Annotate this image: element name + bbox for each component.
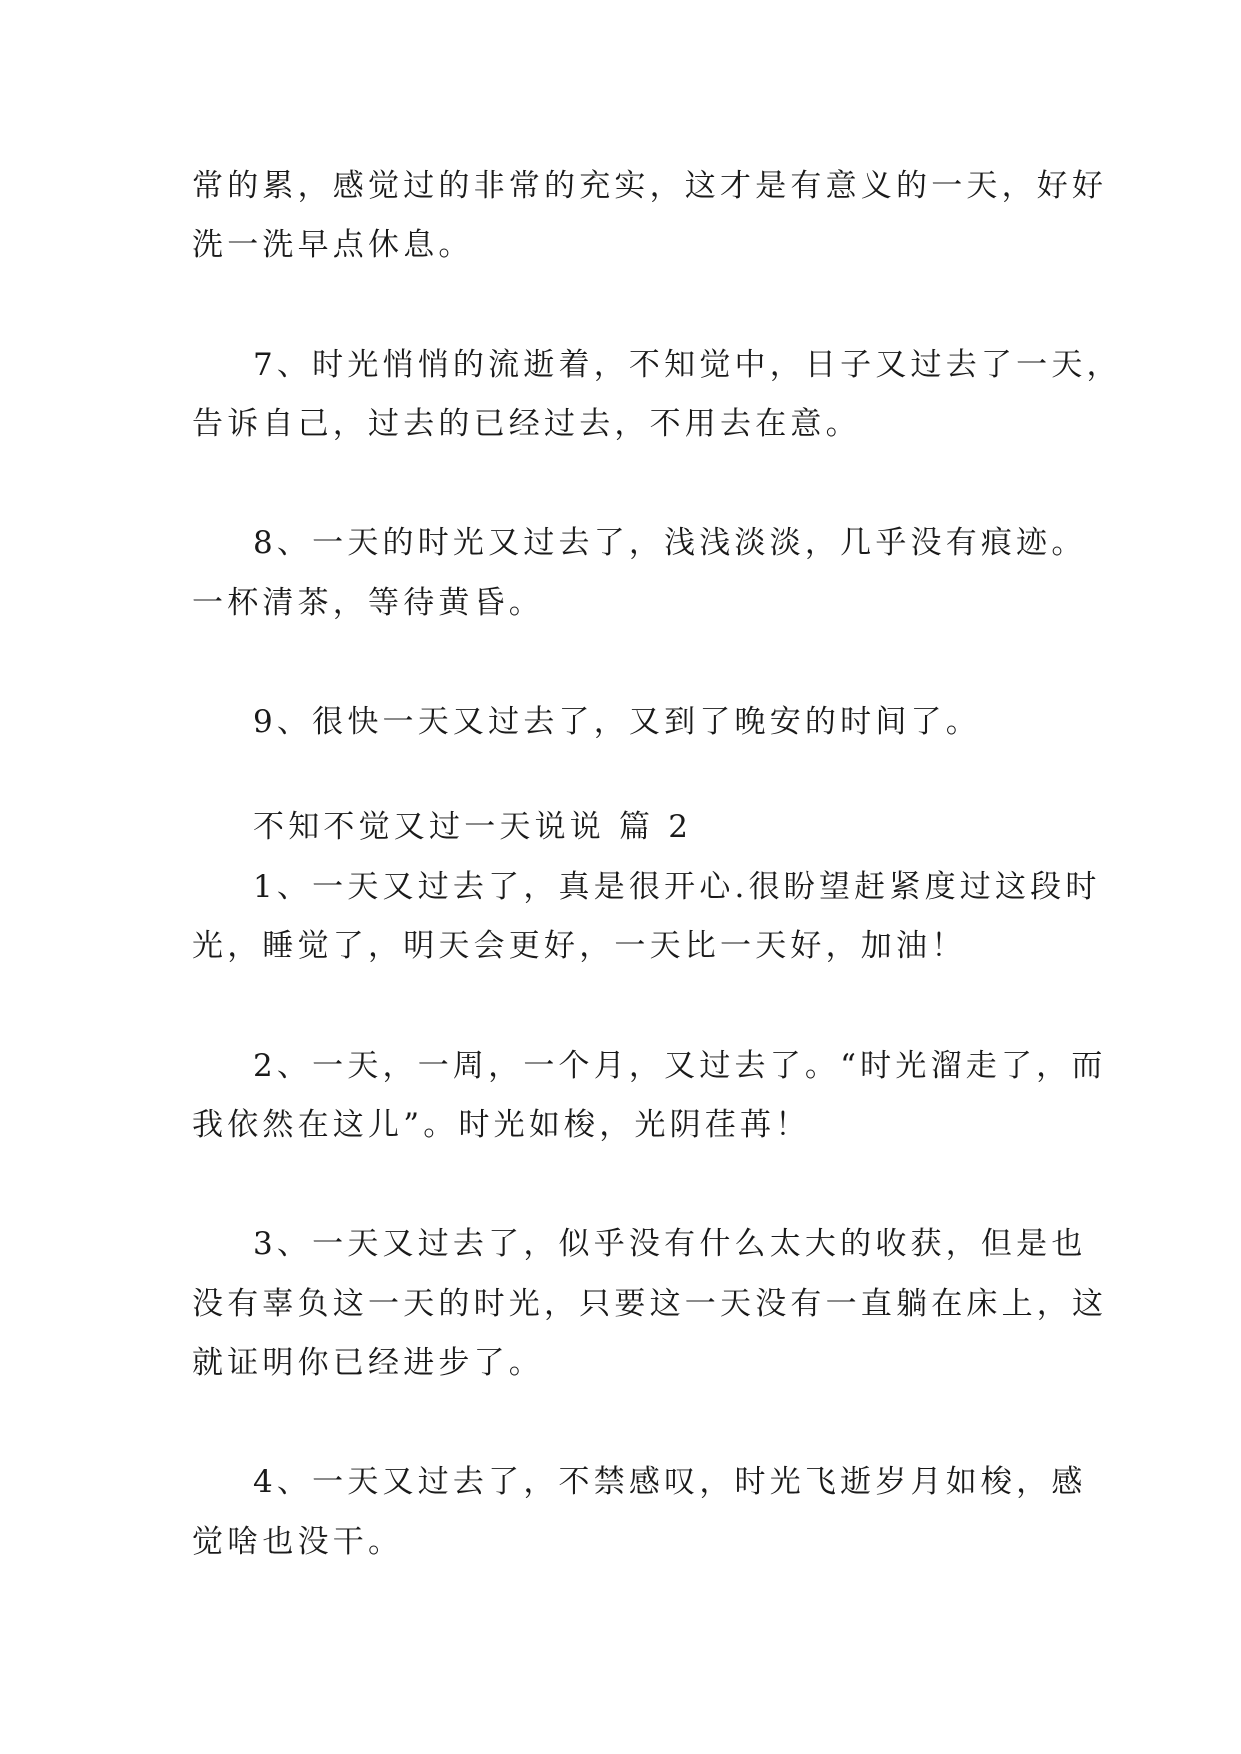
paragraph-line: 觉啥也没干。 — [192, 1524, 404, 1560]
paragraph-line: 7、时光悄悄的流逝着，不知觉中，日子又过去了一天， — [253, 347, 1122, 383]
paragraph-line: 洗一洗早点休息。 — [192, 227, 474, 263]
paragraph-line: 4、一天又过去了，不禁感叹，时光飞逝岁月如梭，感 — [253, 1464, 1087, 1500]
paragraph-line: 1、一天又过去了，真是很开心.很盼望赶紧度过这段时 — [253, 869, 1101, 905]
section-heading: 不知不觉又过一天说说 篇 2 — [253, 809, 693, 845]
paragraph-line: 就证明你已经进步了。 — [192, 1345, 544, 1381]
paragraph-line: 9、很快一天又过去了，又到了晚安的时间了。 — [253, 704, 981, 740]
paragraph-line: 3、一天又过去了，似乎没有什么太大的收获，但是也 — [253, 1226, 1087, 1262]
paragraph-line: 光，睡觉了，明天会更好，一天比一天好，加油！ — [192, 928, 967, 964]
paragraph-line: 常的累，感觉过的非常的充实，这才是有意义的一天，好好 — [192, 168, 1108, 204]
paragraph-line: 2、一天，一周，一个月，又过去了。“时光溜走了，而 — [253, 1048, 1107, 1084]
paragraph-line: 告诉自己，过去的已经过去，不用去在意。 — [192, 406, 861, 442]
paragraph-line: 一杯清茶，等待黄昏。 — [192, 585, 544, 621]
paragraph-line: 我依然在这儿”。时光如梭，光阴荏苒！ — [192, 1107, 811, 1143]
paragraph-line: 8、一天的时光又过去了，浅浅淡淡，几乎没有痕迹。 — [253, 525, 1087, 561]
paragraph-line: 没有辜负这一天的时光，只要这一天没有一直躺在床上，这 — [192, 1286, 1108, 1322]
